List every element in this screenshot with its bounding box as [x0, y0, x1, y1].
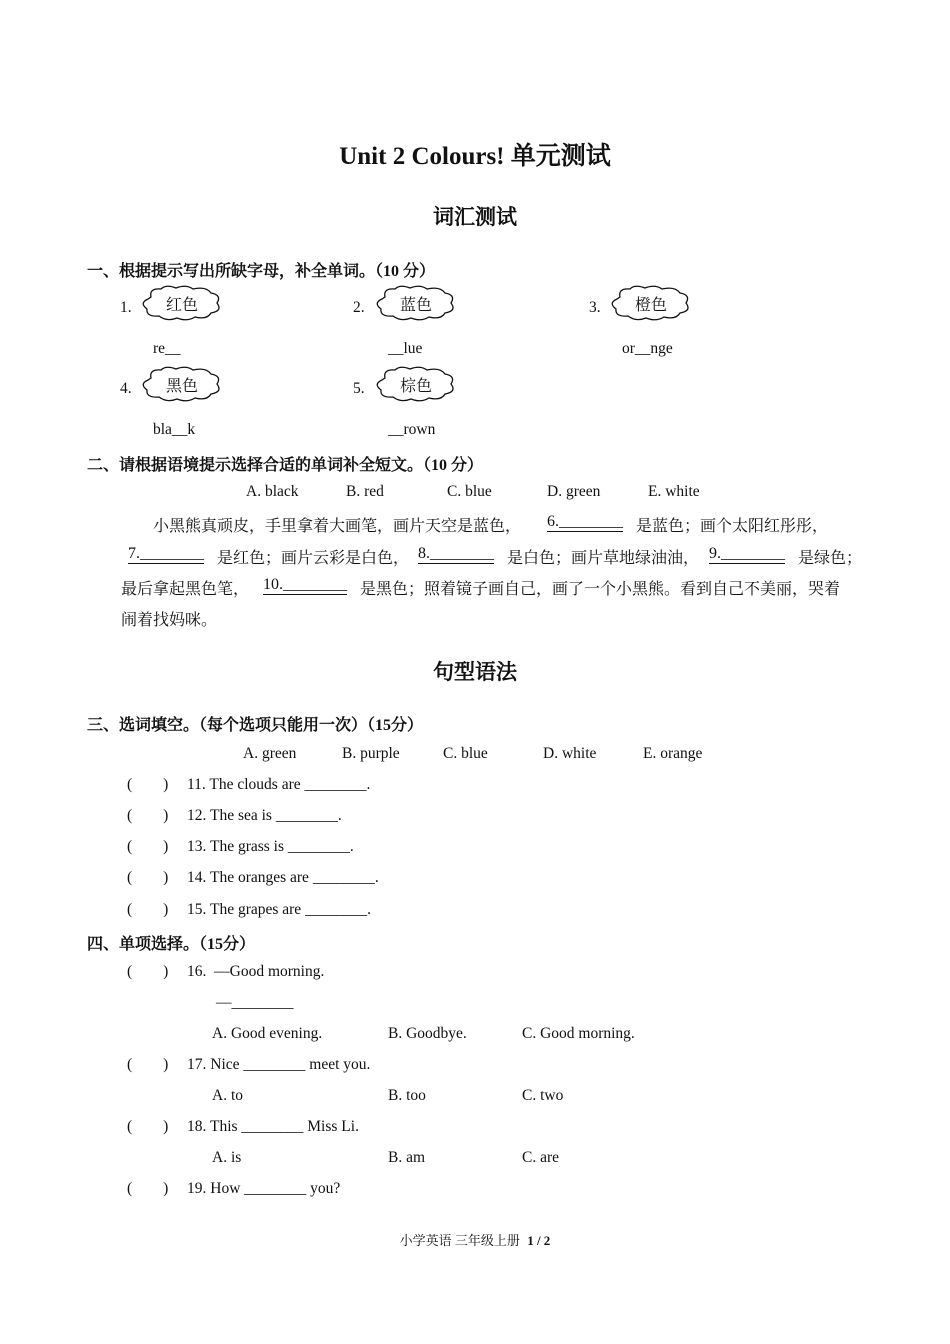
item-number: 3. — [589, 299, 601, 316]
page-number: 1 / 2 — [527, 1233, 551, 1248]
part3-heading: 三、选词填空。（每个选项只能用一次）（15分） — [87, 717, 424, 734]
option: A. black — [246, 483, 299, 500]
passage-blank[interactable]: 6.________ — [547, 513, 623, 530]
section-title-grammar: 句型语法 — [433, 660, 517, 684]
answer-paren[interactable]: ( ) — [127, 901, 169, 918]
passage-blank[interactable]: 9.________ — [709, 545, 785, 562]
option: C. blue — [443, 745, 488, 762]
option: C. blue — [447, 483, 492, 500]
question-text: 16. —Good morning. — [187, 963, 325, 980]
passage-text: 是绿色； — [798, 550, 863, 567]
option: E. orange — [643, 745, 703, 762]
page-title: Unit 2 Colours! 单元测试 — [339, 143, 611, 170]
answer-paren[interactable]: ( ) — [127, 963, 169, 980]
option: B. purple — [342, 745, 400, 762]
word-blank: or__nge — [622, 340, 673, 357]
answer-paren[interactable]: ( ) — [127, 838, 169, 855]
hint-text: 棕色 — [399, 378, 432, 395]
passage-text: 是红色；画片云彩是白色， — [217, 550, 410, 567]
page-footer — [0, 1230, 950, 1249]
answer-paren[interactable]: ( ) — [127, 1118, 169, 1135]
option: A. green — [243, 745, 297, 762]
part2-heading: 二、请根据语境提示选择合适的单词补全短文。（10 分） — [87, 457, 484, 474]
question-text: 13. The grass is ________. — [187, 838, 354, 855]
choice-option: C. Good morning. — [522, 1025, 635, 1042]
passage-text: 是白色；画片草地绿油油， — [507, 550, 700, 567]
choice-option: B. too — [388, 1087, 426, 1104]
answer-paren[interactable]: ( ) — [127, 776, 169, 793]
word-blank: __rown — [388, 421, 436, 438]
passage-text: 是黑色；照着镜子画自己，画了一个小黑熊。看到自己不美丽，哭着 — [360, 581, 841, 598]
hint-text: 黑色 — [165, 378, 198, 395]
passage-text: 最后拿起黑色笔， — [121, 581, 250, 598]
question-text: 12. The sea is ________. — [187, 807, 342, 824]
item-number: 4. — [120, 380, 132, 397]
passage-blank[interactable]: 8.________ — [418, 545, 494, 562]
passage-text: 是蓝色；画个太阳红彤彤， — [636, 518, 829, 535]
hint-cloud — [375, 285, 457, 321]
question-text: 17. Nice ________ meet you. — [187, 1056, 371, 1073]
word-blank: __lue — [388, 340, 423, 357]
hint-text: 红色 — [165, 297, 198, 314]
question-text: 11. The clouds are ________. — [187, 776, 371, 793]
answer-paren[interactable]: ( ) — [127, 869, 169, 886]
choice-option: A. is — [212, 1149, 242, 1166]
answer-paren[interactable]: ( ) — [127, 807, 169, 824]
choice-option: B. am — [388, 1149, 426, 1166]
question-text: 15. The grapes are ________. — [187, 901, 371, 918]
hint-text: 蓝色 — [399, 297, 432, 314]
passage-text: 小黑熊真顽皮，手里拿着大画笔，画片天空是蓝色， — [153, 518, 522, 535]
footer-label: 小学英语 三年级上册 — [399, 1233, 520, 1248]
answer-paren[interactable]: ( ) — [127, 1180, 169, 1197]
hint-cloud — [141, 366, 223, 402]
hint-cloud — [375, 366, 457, 402]
word-blank: re__ — [153, 340, 181, 357]
option: B. red — [346, 483, 384, 500]
passage-blank[interactable]: 7.________ — [128, 545, 204, 562]
choice-option: B. Goodbye. — [388, 1025, 467, 1042]
answer-paren[interactable]: ( ) — [127, 1056, 169, 1073]
item-number: 1. — [120, 299, 132, 316]
part4-heading: 四、单项选择。（15分） — [87, 936, 256, 953]
passage-text: 闹着找妈咪。 — [121, 612, 218, 629]
option: E. white — [648, 483, 700, 500]
reply-blank: —________ — [216, 994, 294, 1011]
question-text: 19. How ________ you? — [187, 1180, 341, 1197]
option: D. white — [543, 745, 597, 762]
choice-option: C. are — [522, 1149, 560, 1166]
item-number: 2. — [353, 299, 365, 316]
hint-cloud — [141, 285, 223, 321]
option: D. green — [547, 483, 601, 500]
choice-option: A. Good evening. — [212, 1025, 323, 1042]
question-text: 18. This ________ Miss Li. — [187, 1118, 359, 1135]
section-title-vocab: 词汇测试 — [433, 205, 517, 229]
part1-heading: 一、根据提示写出所缺字母，补全单词。（10 分） — [87, 263, 436, 280]
hint-text: 橙色 — [634, 297, 667, 314]
word-blank: bla__k — [153, 421, 196, 438]
hint-cloud — [610, 285, 692, 321]
item-number: 5. — [353, 380, 365, 397]
choice-option: C. two — [522, 1087, 564, 1104]
choice-option: A. to — [212, 1087, 243, 1104]
passage-blank[interactable]: 10.________ — [263, 576, 347, 593]
question-text: 14. The oranges are ________. — [187, 869, 379, 886]
